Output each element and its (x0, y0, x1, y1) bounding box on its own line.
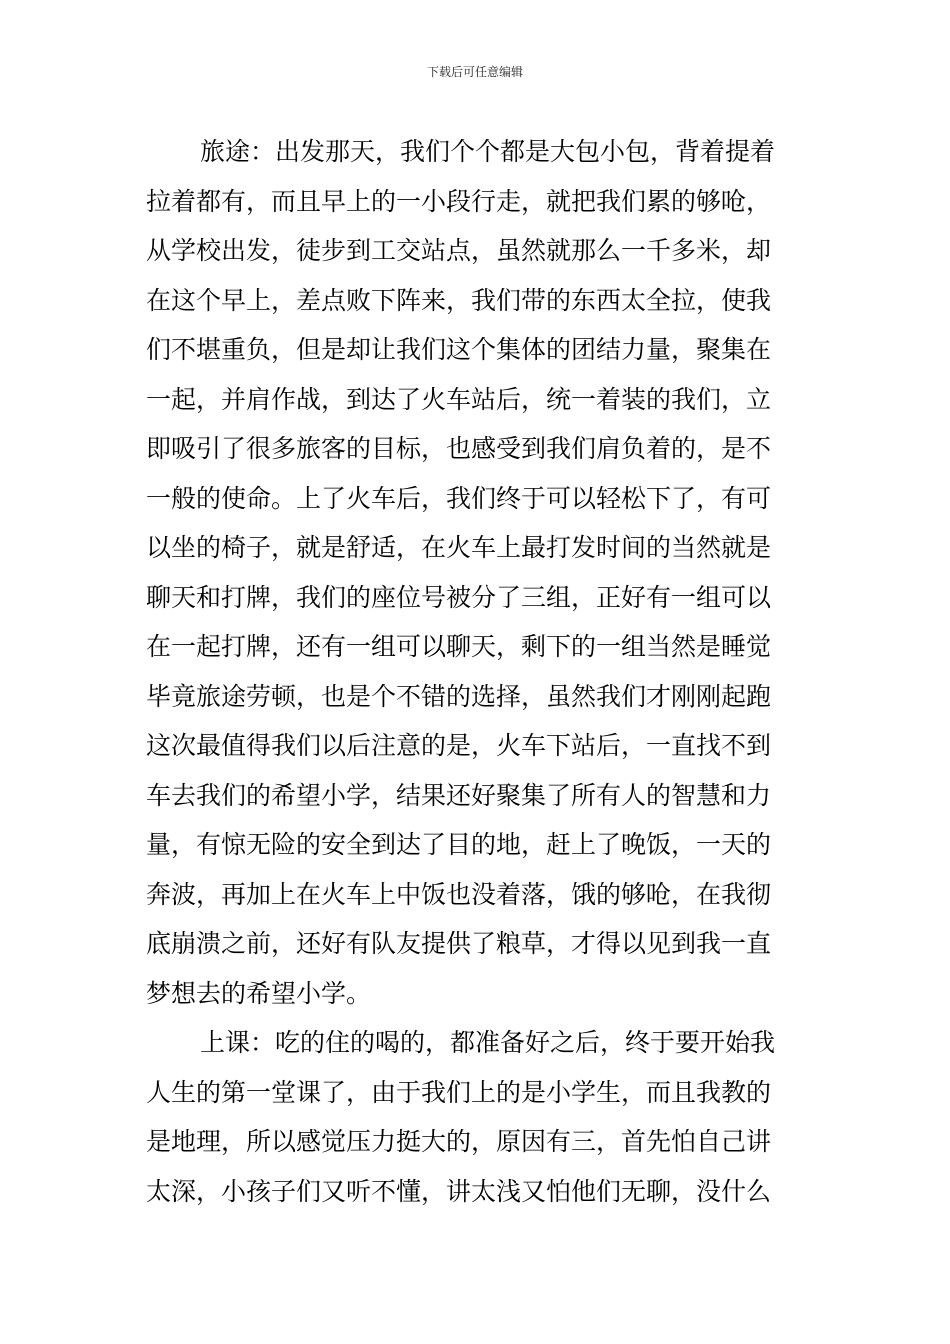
text-line: 底崩溃之前，还好有队友提供了粮草，才得以见到我一直 (146, 929, 772, 958)
text-line: 即吸引了很多旅客的目标，也感受到我们肩负着的，是不 (146, 434, 772, 463)
text-line: 在这个早上，差点败下阵来，我们带的东西太全拉，使我 (146, 285, 772, 315)
text-line: 在一起打牌，还有一组可以聊天，剩下的一组当然是睡觉 (146, 632, 772, 661)
text-line: 梦想去的希望小学。 (146, 978, 372, 1008)
text-line: 太深，小孩子们又听不懂，讲太浅又怕他们无聊，没什么 (146, 1176, 772, 1206)
paragraph-travel (146, 127, 826, 1018)
text-line: 这次最值得我们以后注意的是，火车下站后，一直找不到 (146, 731, 772, 760)
text-line: 量，有惊无险的安全到达了目的地，赶上了晚饭，一天的 (146, 830, 772, 859)
text-line: 上课：吃的住的喝的，都准备好之后，终于要开始我 (200, 1028, 776, 1057)
text-line: 毕竟旅途劳顿，也是个不错的选择，虽然我们才刚刚起跑 (146, 681, 772, 711)
text-line: 一起，并肩作战，到达了火车站后，统一着装的我们，立 (146, 384, 772, 414)
text-line: 拉着都有，而且早上的一小段行走，就把我们累的够呛， (146, 186, 772, 216)
text-line: 车去我们的希望小学，结果还好聚集了所有人的智慧和力 (146, 780, 772, 810)
text-line: 们不堪重负，但是却让我们这个集体的团结力量，聚集在 (146, 335, 772, 364)
text-line: 从学校出发，徒步到工交站点，虽然就那么一千多米，却 (146, 236, 772, 265)
page-header: 下载后可任意编辑 (426, 65, 523, 79)
text-line: 人生的第一堂课了，由于我们上的是小学生，而且我教的 (146, 1077, 772, 1107)
text-line: 以坐的椅子，就是舒适，在火车上最打发时间的当然就是 (146, 533, 772, 562)
text-line: 奔波，再加上在火车上中饭也没着落，饿的够呛，在我彻 (146, 879, 772, 909)
paragraph-class (146, 1018, 826, 1216)
text-line: 是地理，所以感觉压力挺大的，原因有三，首先怕自己讲 (146, 1127, 772, 1156)
document-body (146, 127, 826, 1216)
text-line: 聊天和打牌，我们的座位号被分了三组，正好有一组可以 (146, 582, 772, 612)
text-line: 旅途：出发那天，我们个个都是大包小包，背着提着 (200, 137, 776, 166)
text-line: 一般的使命。上了火车后，我们终于可以轻松下了，有可 (146, 483, 772, 513)
